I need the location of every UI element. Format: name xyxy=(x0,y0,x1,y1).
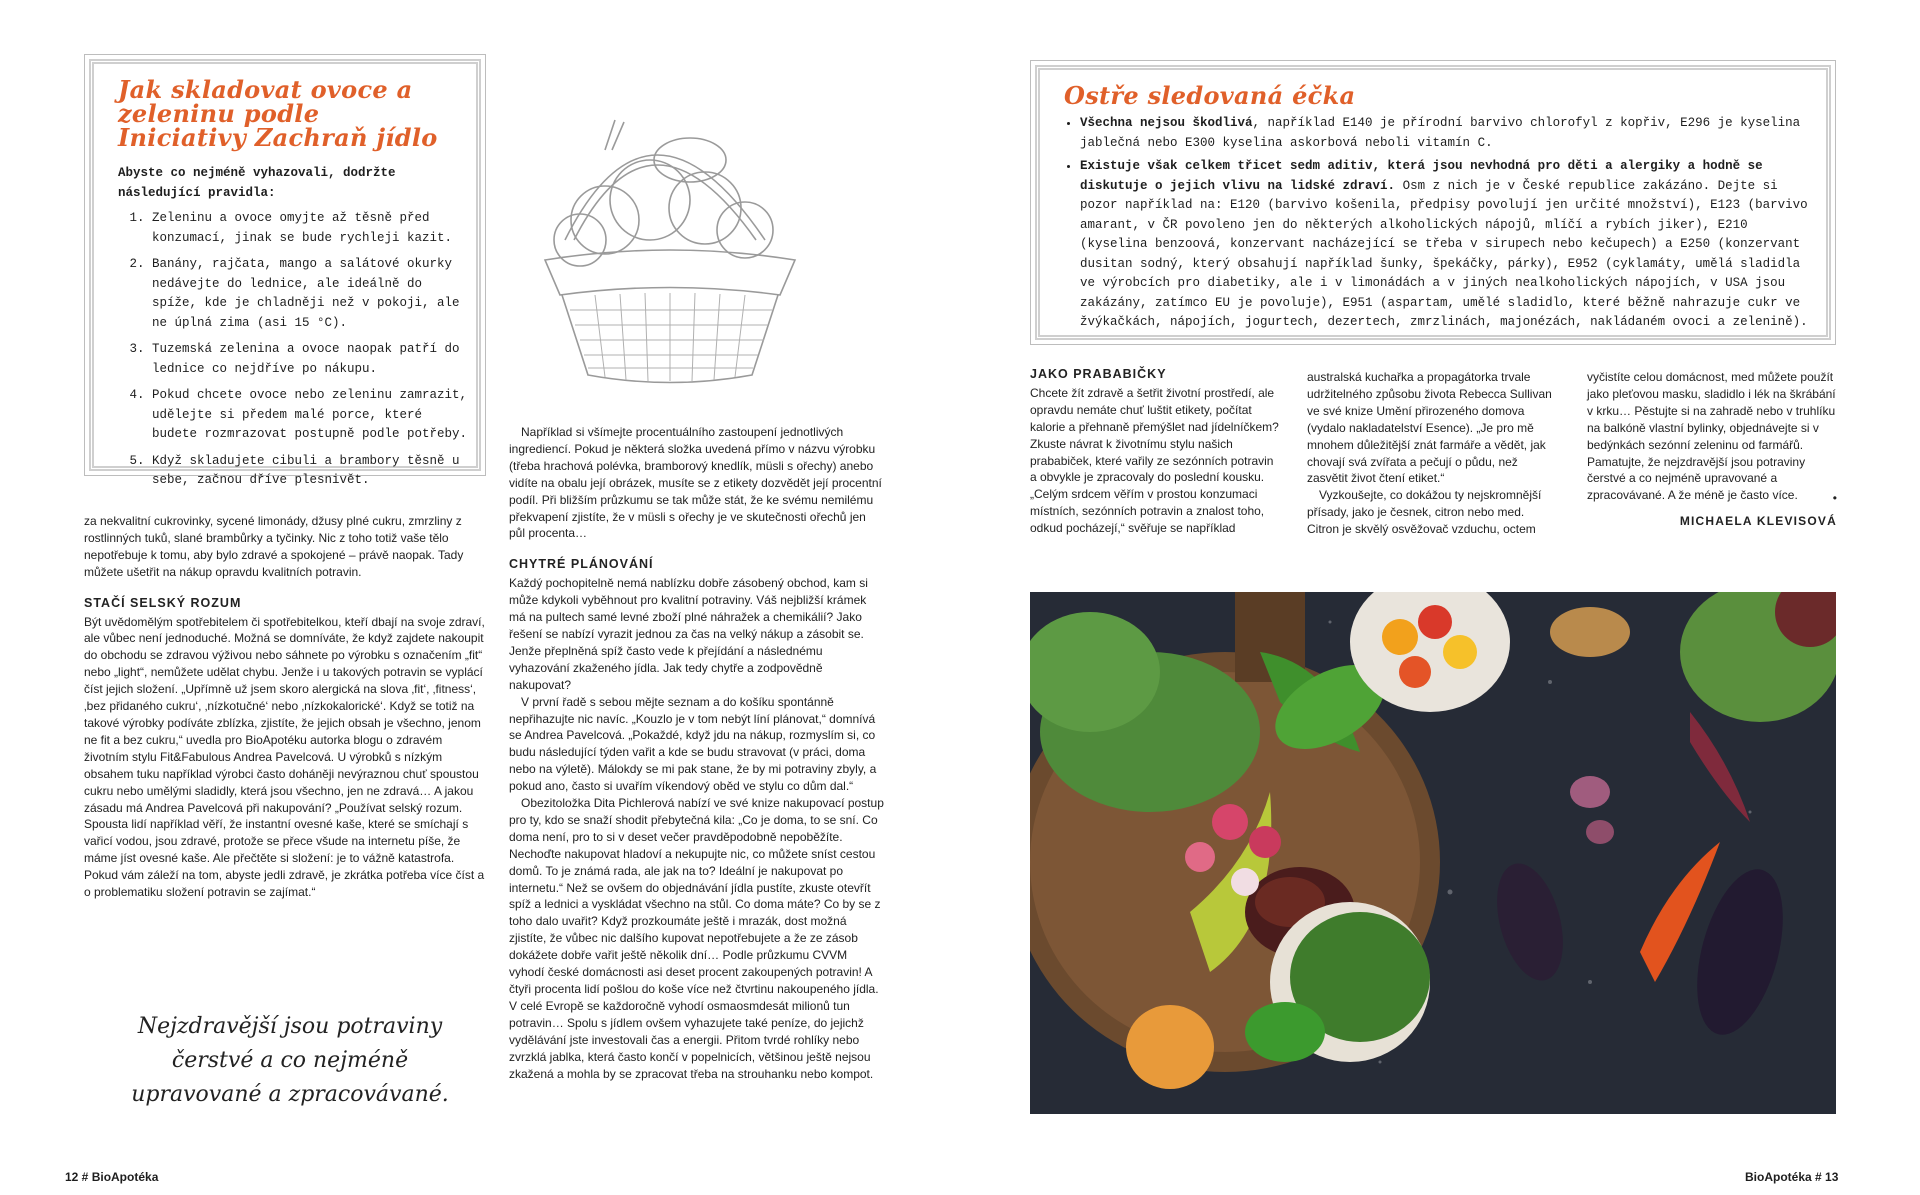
col1-paragraph-2: Být uvědomělým spotřebitelem či spotřebitelkou, kteří dbají na svoje zdraví, ale vůbec není jednoduché. Možná se domníváte, že když zajdete nakoupit do obchodu se zdravou výživou nebo sáhnete po výrobku s označením „fit“ nebo „light“, nemůžete udělat chybu. Jenže i u takových potravin se vyplácí číst jejich složení. „Upřímně už jsem skoro alergická na slova ‚fit‘, ‚fitness‘, ‚bez přidaného cukru‘, ‚nízkotučné‘ nebo ‚nízkokalorické‘. Když se totiž na takové výrobky podíváte zblízka, zjistíte, že jejich obsah je všechno, jenom ne fit a bez cukru,“ uvedla pro BioApotéku autorka blogu o zdravém životním stylu Fit&Fabulous Andrea Pavelcová. U výrobků s nízkým obsahem tuku například výrobci často doháněji nevýraznou chuť spoustou cukru nebo umělými sladidly, která jsou všechno, jen ne zdravá… A jakou zásadu má Andrea Pavelcová při nakupování? „Používat selský rozum. Spousta lidí například věří, že instantní ovesné kaše, které se smíchají s vařicí vodou, jsou zdravé, protože se přece všude na internetu píše, že máme jíst ovesné kaše. Ale přečtěte si složení: je to vážně katastrofa. Pokud vám záleží na tom, abyste jedli zdravě, je zkrátka potřeba více číst a o problematiku složení potravin se zajímat.“ xyxy=(84,614,485,900)
storage-tips-list xyxy=(118,209,468,491)
col3-paragraph-1: Chcete žít zdravě a šetřit životní prostředí, ale opravdu nemáte chuť luštit etikety, počítat kalorie a přehnaně přemýšlet nad jídelníčkem? Zkuste návrat k životnímu stylu našich prababiček, které vařily ze sezónních potravin a obvykle je zpracovaly do poslední kousku. „Celým srdcem věřím v prostou konzumaci místních, sezónních potravin a znalost toho, odkud pocházejí,“ svěřuje se například xyxy=(1030,385,1279,536)
author-signature: MICHAELA KLEVISOVÁ xyxy=(1679,514,1837,529)
e-numbers-item-1-bold: Všechna nejsou škodlivá xyxy=(1080,116,1253,130)
vegetable-basket-illustration xyxy=(510,90,830,390)
article-column-2 xyxy=(509,424,884,1082)
e-numbers-list xyxy=(1064,114,1809,333)
col5-paragraph-1: vyčistíte celou domácnost, med můžete použít jako pleťovou masku, sladidlo i lék na škrábání v krku… Pěstujte si na zahradě nebo v truhlíku na balkóně vlastní bylinky, objednávejte si v bedýnkách sezónní zeleninu od farmářů. Pamatujte, že nejzdravější jsou potraviny čerstvé a co nejméně upravované a zpracovávané. A že méně je často více. xyxy=(1587,370,1836,503)
e-numbers-item-1-text: , například E140 je přírodní barvivo chlorofyl z kopřiv, E296 je kyselina jablečná nebo E300 kyselina askorbová neboli vitamín C. xyxy=(1080,116,1801,150)
storage-tip-5: 5. Když skladujete cibuli a brambory těsně u sebe, začnou dříve plesnivět. xyxy=(152,452,468,491)
col2-paragraph-3: V první řadě s sebou mějte seznam a do košíku spontánně nepřihazujte nic navíc. „Kouzlo je v tom nebýt líní plánovat,“ domnívá se Andrea Pavelcová. „Pokaždé, když jdu na nákup, rozmyslím si, co budu následující týden vařit a kde se budu stravovat (v práci, doma nebo na výletě). Málokdy se mi pak stane, že by mi potraviny zbyly, a pokud ano, často si uvařím víkendový oběd ve stylu co dům dal.“ xyxy=(509,694,877,794)
col1-heading: STAČÍ SELSKÝ ROZUM xyxy=(84,595,242,610)
col2-paragraph-2: Každý pochopitelně nemá nablízku dobře zásobený obchod, kam si může kdykoli vyběhnout pro kvalitní potraviny. Váš nejbližší krámek má na pultech samé levné zboží plné náhražek a chemikálií? Jako řešení se nabízí vyrazit jednou za čas na velký nákup a zásobit se. Jenže přeplněná spíž často vede k přejídání a následnému vyhazování zkaženého jídla. Jak tedy chytře a zodpovědně nakupovat? xyxy=(509,576,868,692)
e-numbers-item-2 xyxy=(1080,157,1809,333)
storage-tips-intro: Abyste co nejméně vyhazovali, dodržte následující pravidla: xyxy=(118,166,396,200)
storage-tips-title: Jak skladovat ovoce a zeleninu podle Iniciativy Zachraň jídlo xyxy=(118,75,438,152)
article-column-3 xyxy=(1030,366,1280,537)
storage-tip-2: 2. Banány, rajčata, mango a salátové okurky nedávejte do lednice, ale ideálně do spíže, kde je chladněji než v pokoji, ale ne úplná zima (asi 15 °C). xyxy=(152,255,468,333)
e-numbers-item-2-bold: Existuje však celkem třicet sedm aditiv, která jsou nevhodná pro děti a alergiky a hodně se diskutuje o jejich vlivu na lidské zdraví. xyxy=(1080,159,1763,193)
article-column-1 xyxy=(84,513,486,901)
col2-paragraph-4: Obezitoložka Dita Pichlerová nabízí ve své knize nakupovací postup pro ty, kdo se snaží shodit přebytečná kila: „Co je doma, to se sní. Co doma není, pro to si v deset večer pravděpodobně nepoběžíte. Nechoďte nakupovat hladoví a nekupujte nic, co můžete sníst cestou domů. To je známá rada, ale jak na to? Ideální je nakupovat po internetu.“ Než se ovšem do objednávání jídla pustíte, zkuste otevřít spíž a lednici a vyskládat všechno na stůl. Co doma máte? Co by se z toho dalo uvařit? Když prozkoumáte ještě i mrazák, dost možná zjistíte, že vůbec nic dalšího kupovat nepotřebujete a že ze zásob dokážete dobře vařit ještě několik dní… Podle průzkumu CVVM vyhodí české domácnosti asi deset procent zakoupených potravin! A čtyři procenta lidí pošlou do koše více než čtvrtinu nakoupeného jídla. V celé Evropě se každoročně vyhodí osmaosmdesát milionů tun potravin… Spolu s jídlem ovšem vyhazujete také peníze, do jejichž vydělávání jste investovali čas a energii. Přitom tvrdé rohlíky nebo zvrzklá jablka, která často končí v popelnicích, většinou ještě nejsou zkažená a mohla by se zpracovat třeba na strouhanku nebo kompot. xyxy=(509,796,884,1081)
e-numbers-box xyxy=(1035,65,1831,340)
article-column-4 xyxy=(1307,369,1557,538)
footer-right: BioApotéka # 13 xyxy=(1745,1170,1839,1184)
article-column-5 xyxy=(1587,369,1837,530)
e-numbers-title: Ostře sledovaná éčka xyxy=(1064,81,1356,110)
e-numbers-item-1 xyxy=(1080,114,1809,153)
storage-tip-3: 3. Tuzemská zelenina a ovoce naopak patří do lednice co nejdříve po nákupu. xyxy=(152,340,468,379)
col2-paragraph-1: Například si všímejte procentuálního zastoupení jednotlivých ingrediencí. Pokud je některá složka uvedená přímo v názvu výrobku (třeba hrachová polévka, bramborový knedlík, müsli s ořechy) anebo vidíte na obalu její obrázek, musíte se z etikety dozvědět její procentní podíl. Při bližším průzkumu se tak může stát, že ke svému nemilému překvapení zjistíte, že v müsli s ořechy je ve skutečnosti ořechů jen půl procenta… xyxy=(509,425,882,541)
footer-left: 12 # BioApotéka xyxy=(65,1170,159,1184)
col2-heading: CHYTRÉ PLÁNOVÁNÍ xyxy=(509,557,654,572)
vegetables-photo xyxy=(1030,592,1836,1114)
storage-tip-4: 4. Pokud chcete ovoce nebo zeleninu zamrazit, udělejte si předem malé porce, které budete rozmrazovat postupně podle potřeby. xyxy=(152,386,468,445)
pull-quote: Nejzdravější jsou potraviny čerstvé a co nejméně upravované a zpracovávané. xyxy=(131,1014,449,1107)
col1-paragraph-1: za nekvalitní cukrovinky, sycené limonády, džusy plné cukru, zmrzliny z rostlinných tuků, slané brambůrky a tyčinky. Nic z toho totiž vaše tělo nepotřebuje k tomu, aby bylo zdravé a spokojené – právě naopak. Tady můžete ušetřit na nákup opravdu kvalitních potravin. xyxy=(84,514,464,579)
col4-paragraph-1: australská kuchařka a propagátorka trvale udržitelného způsobu života Rebecca Sullivan ve své knize Umění přirozeného domova (vydalo nakladatelství Esence). „Je pro mě mnohem důležitější znát farmáře a vědět, jak chovají svá zvířata a pečují o půdu, než zasvětit život čtení etiket.“ xyxy=(1307,370,1552,486)
col4-paragraph-2: Vyzkoušejte, co dokážou ty nejskromnější přísady, jako je česnek, citron nebo med. Citron je skvělý osvěžovač vzduchu, octem xyxy=(1307,488,1542,537)
article-end-mark: • xyxy=(1832,491,1837,506)
col3-heading: JAKO PRABABIČKY xyxy=(1030,367,1167,381)
storage-tip-1: 1. Zeleninu a ovoce omyjte až těsně před konzumací, jinak se bude rychleji kazit. xyxy=(152,209,468,248)
e-numbers-item-2-text: Osm z nich je v České republice zakázáno. Dejte si pozor například na: E120 (barvivo košenila, předpisy povolují jen určité množství), E123 (barvivo amarant, v ČR povoleno jen do některých alkoholických nápojů, mlíčí a rybích jiker), E210 (kyselina benzoová, konzervant nacházející se třeba v sirupech nebo kečupech) a E250 (konzervant dusitan sodný, který obsahují například šunky, špekáčky, párky), E952 (cyklamáty, umělá sladidla ve výrobcích pro diabetiky, ale i v limonádách a v jiných nealkoholických nápojích, v USA jsou zakázány, zatímco EU je povoluje), E951 (aspartam, umělé sladidlo, které běžně nahrazuje cukr ve žvýkačkách, nápojích, jogurtech, dezertech, zmrzlinách, majonézách, nakládaném ovoci a zelenině). xyxy=(1080,178,1808,329)
storage-tips-box xyxy=(89,59,481,487)
